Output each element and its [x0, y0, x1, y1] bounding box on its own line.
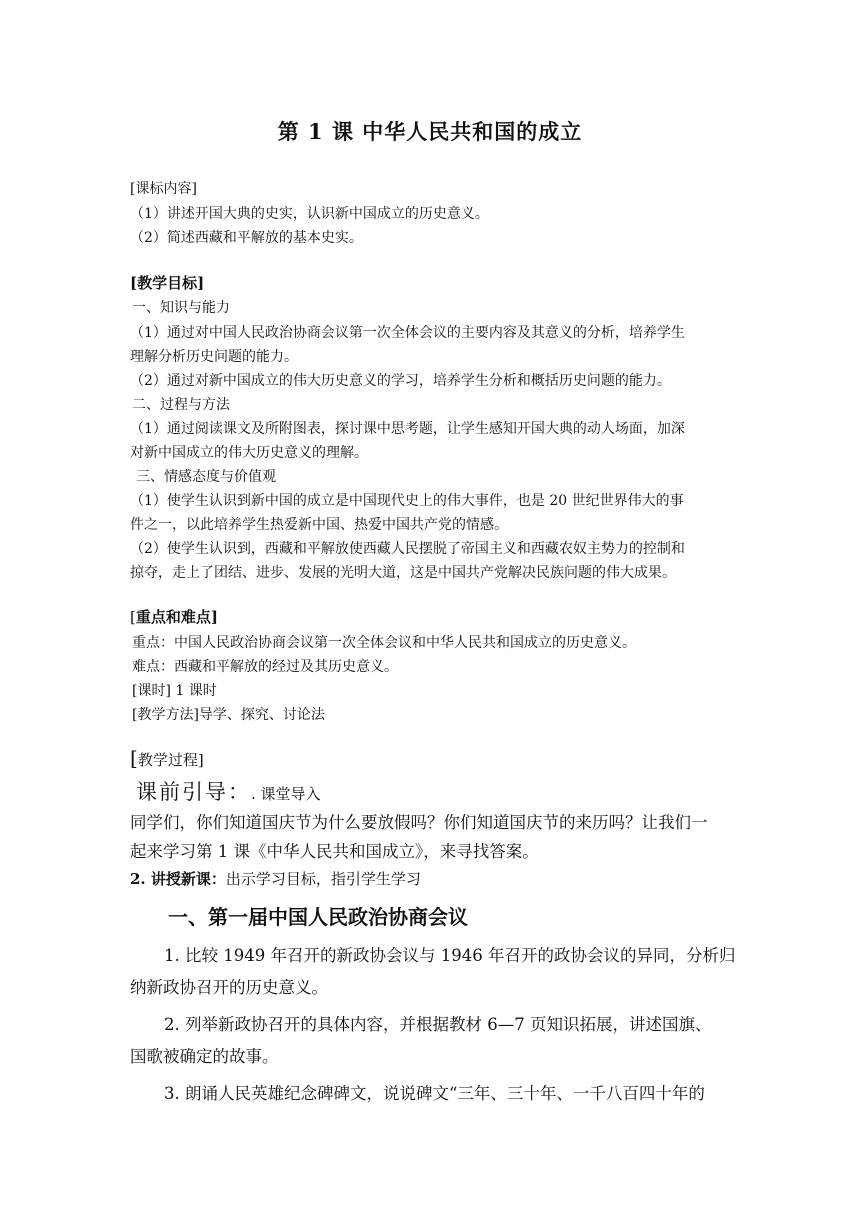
goals-part1-title: 一、知识与能力: [132, 300, 230, 316]
goals-part2-item1-line1: （1）通过阅读课文及所附图表，探讨课中思考题，让学生感知开国大典的动人场面，加深: [130, 421, 685, 437]
goals-part2-item1-line2: 对新中国成立的伟大历史意义的理解。: [130, 445, 368, 461]
question-3-line-1: 3. 朗诵人民英雄纪念碑碑文，说说碑文“三年、三十年、一千八百四十年的: [164, 1084, 705, 1103]
process-heading-text: 教学过程]: [137, 751, 204, 769]
goals-part1-item2: （2）通过对新中国成立的伟大历史意义的学习，培养学生分析和概括历史问题的能力。: [130, 373, 671, 389]
intro-line-1: 同学们，你们知道国庆节为什么要放假吗？你们知道国庆节的来历吗？让我们一: [130, 813, 708, 832]
goals-part3-item1-line1: （1）使学生认识到新中国的成立是中国现代史上的伟大事件，也是 20 世纪世界伟大的事: [130, 493, 684, 509]
goals-heading: [教学目标]: [130, 274, 205, 292]
standard-item-1: （1）讲述开国大典的史实，认识新中国成立的历史意义。: [130, 206, 489, 222]
standard-heading: [课标内容]: [130, 181, 197, 197]
goals-part1-item1-line2: 理解分析历史问题的能力。: [130, 349, 298, 365]
keypoints-heading-bracket: [: [130, 608, 136, 626]
goals-part3-title: 三、情感态度与价值观: [136, 469, 276, 485]
step2-label: 2. 讲授新课：: [130, 870, 226, 888]
key-point: 重点：中国人民政治协商会议第一次全体会议和中华人民共和国成立的历史意义。: [132, 635, 636, 651]
lesson-hours: [课时] 1 课时: [132, 683, 217, 699]
step2-text: 出示学习目标，指引学生学习: [225, 870, 421, 888]
difficult-point: 难点：西藏和平解放的经过及其历史意义。: [132, 659, 398, 675]
teaching-method: [教学方法]导学、探究、讨论法: [132, 707, 325, 723]
process-heading-bracket: [: [130, 746, 138, 770]
goals-part3-item1-line2: 件之一，以此培养学生热爱新中国、热爱中国共产党的情感。: [130, 517, 508, 533]
section-1-title: 一、第一届中国人民政治协商会议: [168, 905, 468, 929]
goals-part3-item2-line2: 掠夺，走上了团结、进步、发展的光明大道，这是中国共产党解决民族问题的伟大成果。: [130, 565, 676, 581]
question-1-line-2: 纳新政协召开的历史意义。: [130, 978, 328, 997]
step2: [130, 868, 421, 889]
keypoints-heading: [130, 606, 218, 627]
goals-part1-item1-line1: （1）通过对中国人民政治协商会议第一次全体会议的主要内容及其意义的分析，培养学生: [130, 325, 685, 341]
page-title: 第 1 课 中华人民共和国的成立: [277, 119, 583, 144]
question-1-line-1: 1. 比较 1949 年召开的新政协会议与 1946 年召开的政协会议的异同，分析归: [164, 946, 736, 965]
pre-class-guide: [136, 776, 321, 806]
intro-line-2: 起来学习第 1 课《中华人民共和国成立》，来寻找答案。: [130, 842, 539, 861]
class-intro-label: . 课堂导入: [251, 785, 321, 803]
pre-class-label: 课前引导：: [136, 780, 251, 804]
goals-part3-item2-line1: （2）使学生认识到，西藏和平解放使西藏人民摆脱了帝国主义和西藏农奴主势力的控制和: [130, 541, 685, 557]
question-2-line-2: 国歌被确定的故事。: [130, 1047, 279, 1066]
process-heading: [130, 746, 204, 770]
question-2-line-1: 2. 列举新政协召开的具体内容，并根据教材 6—7 页知识拓展，讲述国旗、: [164, 1015, 712, 1034]
goals-part2-title: 二、过程与方法: [132, 397, 230, 413]
keypoints-heading-text: 重点和难点]: [135, 608, 218, 626]
standard-item-2: （2）简述西藏和平解放的基本史实。: [130, 230, 363, 246]
